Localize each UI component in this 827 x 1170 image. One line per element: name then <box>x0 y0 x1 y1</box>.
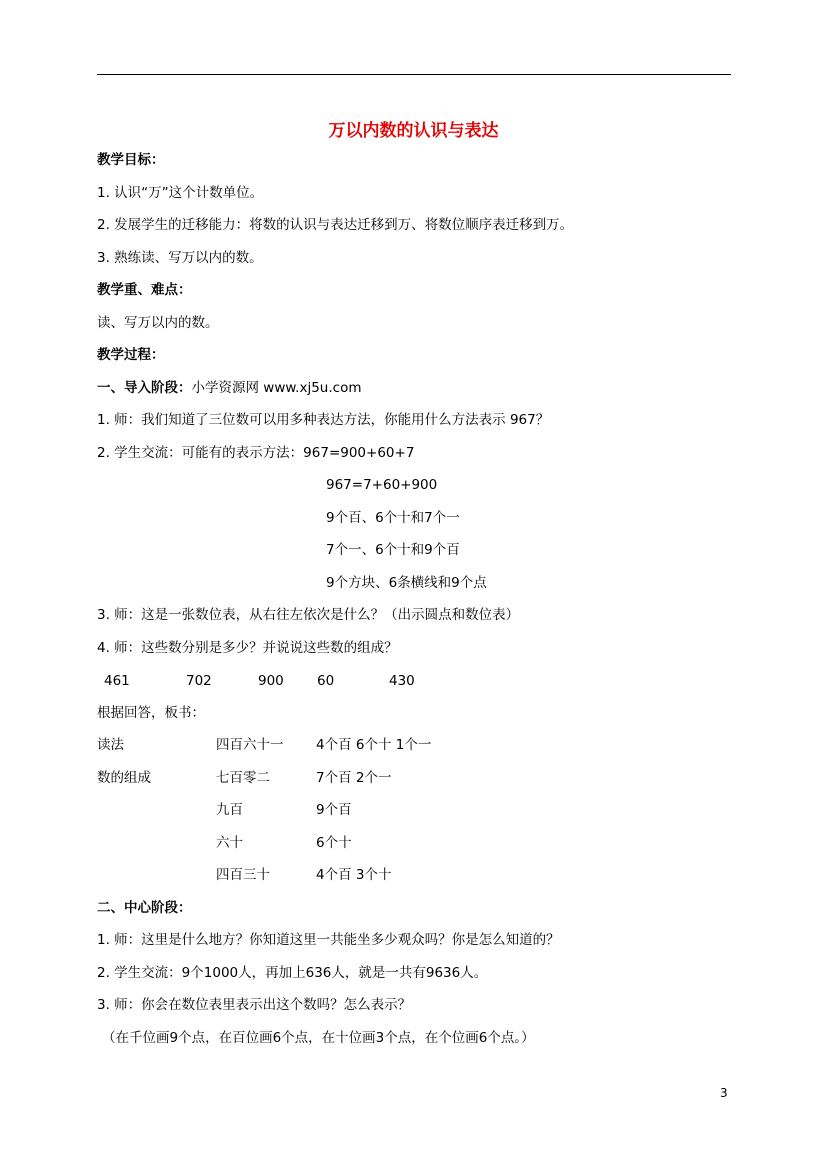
number-5: 430 <box>389 673 415 689</box>
stage1-item-1: 1. 师：我们知道了三位数可以用多种表达方法，你能用什么方法表示 967？ <box>97 412 550 428</box>
method-2: 9个百、6个十和7个一 <box>326 510 460 526</box>
method-3: 7个一、6个十和9个百 <box>326 542 460 558</box>
key-points-heading: 教学重、难点： <box>97 282 192 298</box>
goal-item-3: 3. 熟练读、写万以内的数。 <box>97 250 263 266</box>
board-reading-2: 七百零二 <box>216 770 270 786</box>
board-col-label-reading: 读法 <box>97 737 124 753</box>
board-reading-3: 九百 <box>216 802 243 818</box>
number-2: 702 <box>186 673 212 689</box>
board-composition-2: 7个百 2个一 <box>316 770 392 786</box>
stage1-line <box>97 379 361 397</box>
number-4: 60 <box>317 673 335 689</box>
goal-item-2: 2. 发展学生的迁移能力：将数的认识与表达迁移到万、将数位顺序表迁移到万。 <box>97 217 574 233</box>
board-composition-1: 4个百 6个十 1个一 <box>316 737 432 753</box>
page-title: 万以内数的认识与表达 <box>328 121 499 141</box>
board-composition-4: 6个十 <box>316 835 352 851</box>
stage2-item-4: （在千位画9个点，在百位画6个点，在十位画3个点，在个位画6个点。） <box>102 1030 535 1046</box>
goal-item-1: 1. 认识“万”这个计数单位。 <box>97 185 264 201</box>
number-1: 461 <box>104 673 130 689</box>
process-heading: 教学过程： <box>97 347 165 363</box>
stage2-item-3: 3. 师：你会在数位表里表示出这个数吗？怎么表示？ <box>97 997 412 1013</box>
stage1-note: 小学资源网 www.xj5u.com <box>191 380 362 396</box>
stage1-item-2: 2. 学生交流：可能有的表示方法：967=900+60+7 <box>97 445 415 461</box>
method-1: 967=7+60+900 <box>326 477 438 493</box>
stage1-item-4: 4. 师：这些数分别是多少？并说说这些数的组成？ <box>97 640 398 656</box>
key-points-text: 读、写万以内的数。 <box>97 315 219 331</box>
stage2-item-2: 2. 学生交流：9个1000人，再加上636人，就是一共有9636人。 <box>97 965 488 981</box>
stage2-heading: 二、中心阶段： <box>97 900 192 916</box>
board-composition-5: 4个百 3个十 <box>316 867 392 883</box>
number-3: 900 <box>258 673 284 689</box>
stage1-item-3: 3. 师：这是一张数位表，从右往左依次是什么？（出示圆点和数位表） <box>97 607 520 623</box>
goals-heading: 教学目标： <box>97 152 165 168</box>
header-rule <box>97 74 731 75</box>
method-4: 9个方块、6条横线和9个点 <box>326 575 487 591</box>
board-reading-1: 四百六十一 <box>216 737 284 753</box>
board-reading-5: 四百三十 <box>216 867 270 883</box>
board-col-label-composition: 数的组成 <box>97 770 151 786</box>
stage2-item-1: 1. 师：这里是什么地方？你知道这里一共能坐多少观众吗？你是怎么知道的？ <box>97 932 560 948</box>
page-number: 3 <box>720 1086 728 1100</box>
board-composition-3: 9个百 <box>316 802 352 818</box>
board-reading-4: 六十 <box>216 835 243 851</box>
board-label: 根据回答，板书： <box>97 705 205 721</box>
stage1-heading: 一、导入阶段： <box>97 380 192 396</box>
